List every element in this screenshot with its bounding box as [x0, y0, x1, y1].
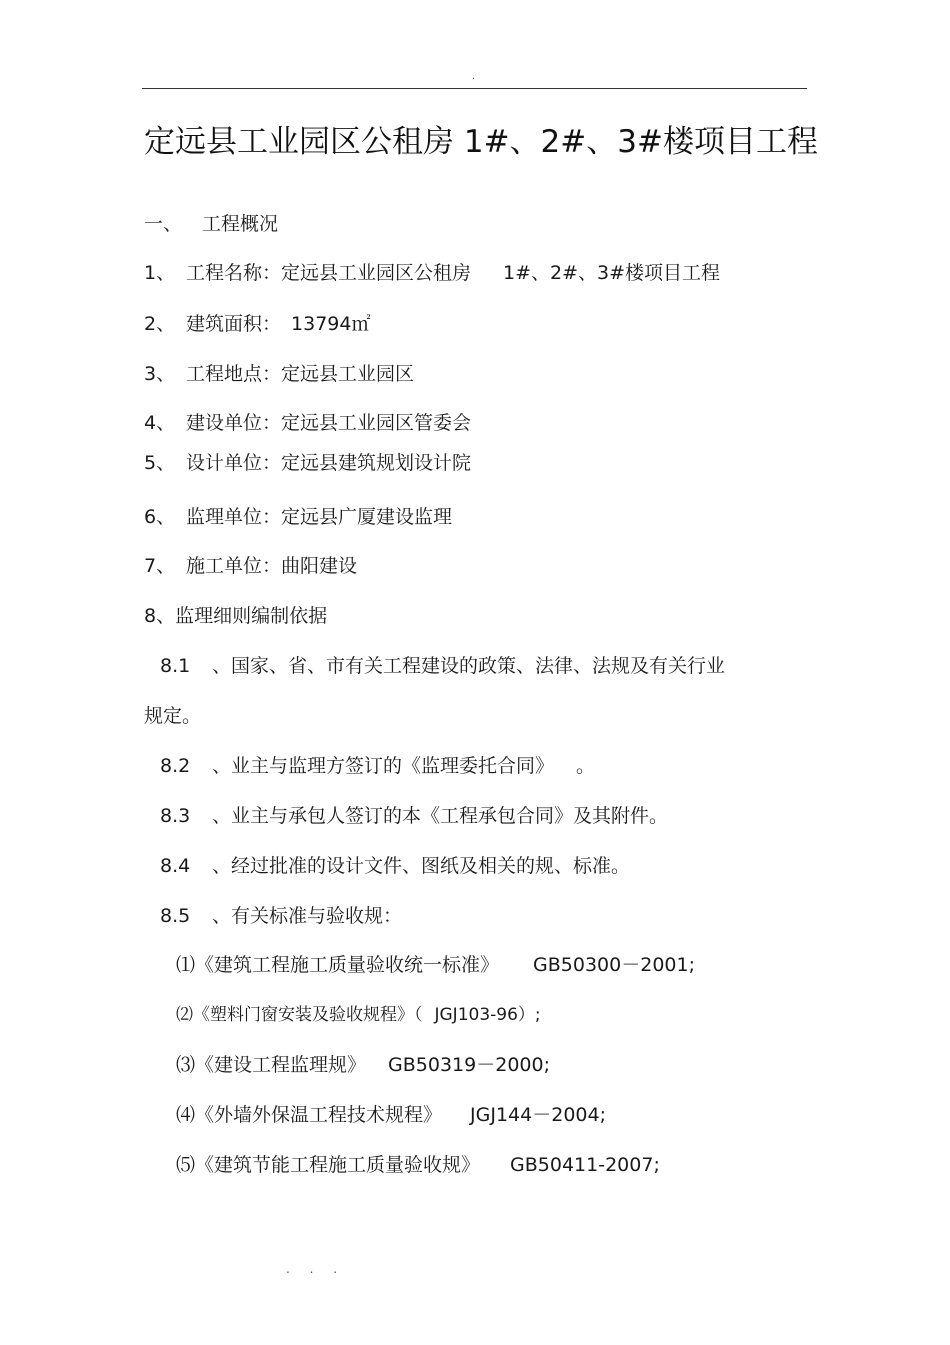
- item-label: 设计单位：: [186, 452, 282, 474]
- basis-item-8-5: [160, 903, 402, 929]
- ref-name: 《建设工程监理规》: [195, 1054, 367, 1076]
- standard-ref-2: [176, 1002, 541, 1028]
- item-number: 1、: [144, 262, 176, 284]
- item-value: 曲阳建设: [281, 555, 358, 577]
- ref-number: ⑸: [176, 1154, 196, 1176]
- basis-number: 8.2: [160, 755, 191, 777]
- info-item-8: 8、监理细则编制依据: [144, 605, 328, 627]
- item-label: 工程地点：: [186, 363, 282, 385]
- item-number: 5、: [144, 452, 176, 474]
- ref-code: GB50319－2000;: [388, 1054, 550, 1076]
- basis-item-8-3: [160, 803, 668, 829]
- info-item-1: [144, 260, 720, 286]
- basis-tail: 。: [576, 755, 596, 777]
- item-value: 定远县工业园区: [281, 363, 415, 385]
- ref-number: ⑴: [176, 954, 196, 976]
- ref-name: 《塑料门窗安装及验收规程》（: [193, 1005, 423, 1025]
- item-value: 13794㎡: [291, 313, 371, 335]
- info-item-7: [144, 553, 357, 579]
- ref-number: ⑶: [176, 1054, 196, 1076]
- item-number: 7、: [144, 555, 176, 577]
- basis-number: 8.5: [160, 905, 191, 927]
- header-mark: .: [472, 71, 476, 82]
- basis-item-8-4: [160, 853, 630, 879]
- info-item-6: [144, 504, 452, 530]
- basis-number: 8.1: [160, 655, 191, 677]
- item-number: 3、: [144, 363, 176, 385]
- item-label: 建设单位：: [186, 412, 282, 434]
- section-label: 工程概况: [202, 213, 279, 235]
- item-label: 施工单位：: [186, 555, 282, 577]
- basis-text: 、业主与监理方签订的《监理委托合同》: [212, 755, 555, 777]
- info-item-2: [144, 311, 370, 337]
- item-value-extra: 1#、2#、3#楼项目工程: [503, 262, 721, 284]
- header-rule: [142, 88, 807, 89]
- standard-ref-4: [176, 1102, 606, 1128]
- basis-text: 、经过批准的设计文件、图纸及相关的规、标准。: [212, 855, 631, 877]
- basis-item-8-2: [160, 753, 595, 779]
- document-title: 定远县工业园区公租房 1#、2#、3#楼项目工程: [144, 124, 818, 160]
- section-heading: [144, 211, 278, 237]
- info-item-3: [144, 361, 414, 387]
- basis-number: 8.4: [160, 855, 191, 877]
- ref-number: ⑷: [176, 1104, 196, 1126]
- basis-text: 、有关标准与验收规：: [212, 905, 403, 927]
- standard-ref-5: [176, 1152, 660, 1178]
- item-label: 工程名称：: [186, 262, 282, 284]
- item-value: 定远县工业园区公租房: [281, 262, 472, 284]
- standard-ref-3: [176, 1052, 550, 1078]
- basis-number: 8.3: [160, 805, 191, 827]
- item-label: 建筑面积：: [186, 313, 282, 335]
- ref-code: JGJ103-96）;: [434, 1005, 541, 1025]
- item-value: 定远县广厦建设监理: [281, 506, 453, 528]
- ref-name: 《建筑工程施工质量验收统一标准》: [195, 954, 500, 976]
- basis-text: 、业主与承包人签订的本《工程承包合同》及其附件。: [212, 805, 669, 827]
- standard-ref-1: [176, 952, 695, 978]
- item-number: 2、: [144, 313, 176, 335]
- info-item-5: [144, 450, 471, 476]
- ref-name: 《外墙外保温工程技术规程》: [195, 1104, 443, 1126]
- info-item-4: [144, 410, 471, 436]
- section-number: 一、: [144, 213, 183, 235]
- ref-code: GB50300－2001;: [533, 954, 695, 976]
- footer-mark: . . .: [286, 1262, 346, 1276]
- basis-item-8-1: [160, 653, 725, 679]
- basis-item-8-1-cont: 规定。: [144, 705, 202, 727]
- ref-code: GB50411-2007;: [510, 1154, 660, 1176]
- item-value: 定远县建筑规划设计院: [281, 452, 472, 474]
- item-label: 监理单位：: [186, 506, 282, 528]
- ref-name: 《建筑节能工程施工质量验收规》: [195, 1154, 481, 1176]
- ref-number: ⑵: [176, 1005, 193, 1025]
- item-number: 4、: [144, 412, 176, 434]
- item-number: 6、: [144, 506, 176, 528]
- item-value: 定远县工业园区管委会: [281, 412, 472, 434]
- basis-text: 、国家、省、市有关工程建设的政策、法律、法规及有关行业: [212, 655, 726, 677]
- ref-code: JGJ144－2004;: [470, 1104, 606, 1126]
